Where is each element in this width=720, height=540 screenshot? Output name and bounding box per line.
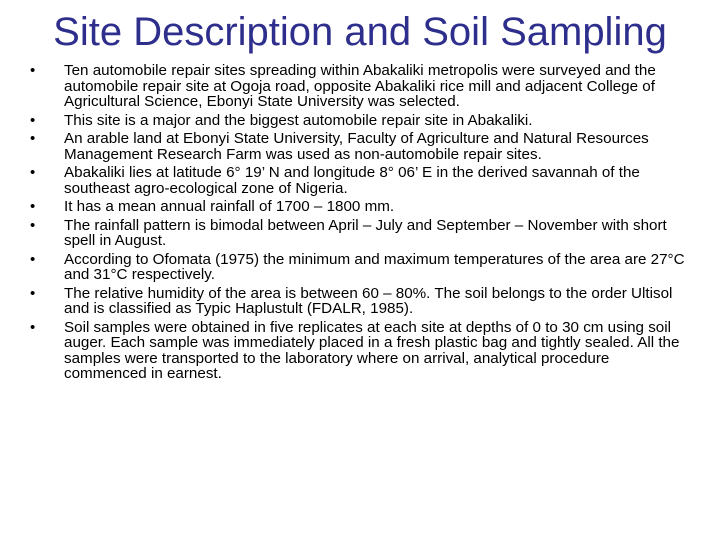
bullet-icon: • [30,62,36,79]
bullet-icon: • [30,216,36,234]
bullet-item [30,113,690,129]
bullet-item [30,218,690,249]
bullet-text: Ten automobile repair sites spreading within Abakaliki metropolis were surveyed and the automobile repair site at Ogoja road, opposite Abakaliki rice mill and adjacent College of Agricultural Science, Ebonyi State University was selected. [64,62,656,110]
bullet-text: According to Ofomata (1975) the minimum and maximum temperatures of the area are 27°C and 31°C respectively. [64,250,685,283]
bullet-item [30,165,690,196]
bullet-item [30,199,690,215]
bullet-text: An arable land at Ebonyi State University, Faculty of Agriculture and Natural Resources Management Research Farm was used as non-automobile repair sites. [64,130,649,163]
bullet-list [30,63,690,385]
bullet-item [30,320,690,382]
bullet-text: This site is a major and the biggest automobile repair site in Abakaliki. [64,111,533,129]
bullet-icon: • [30,130,36,147]
bullet-text: Abakaliki lies at latitude 6° 19’ N and longitude 8° 06’ E in the derived savannah of the southeast agro-ecological zone of Nigeria. [64,164,640,197]
bullet-item [30,252,690,283]
bullet-icon: • [30,164,36,181]
slide-title: Site Description and Soil Sampling [53,10,667,54]
bullet-item [30,286,690,317]
bullet-text: The relative humidity of the area is between 60 – 80%. The soil belongs to the order Ultisol and is classified as Typic Haplustult (FDALR, 1985). [64,284,673,317]
bullet-text: The rainfall pattern is bimodal between April – July and September – November with short spell in August. [64,216,667,249]
bullet-icon: • [30,250,36,268]
bullet-item [30,131,690,162]
bullet-item [30,63,690,110]
bullet-text: It has a mean annual rainfall of 1700 – 1800 mm. [64,198,395,215]
bullet-icon: • [30,318,36,336]
bullet-text: Soil samples were obtained in five replicates at each site at depths of 0 to 30 cm using soil auger. Each sample was immediately placed in a fresh plastic bag and tightly sealed. All the samples were transported to the laboratory where on arrival, analytical procedure commenced in earnest. [64,318,680,382]
bullet-icon: • [30,111,36,129]
bullet-icon: • [30,284,36,302]
bullet-icon: • [30,198,36,215]
